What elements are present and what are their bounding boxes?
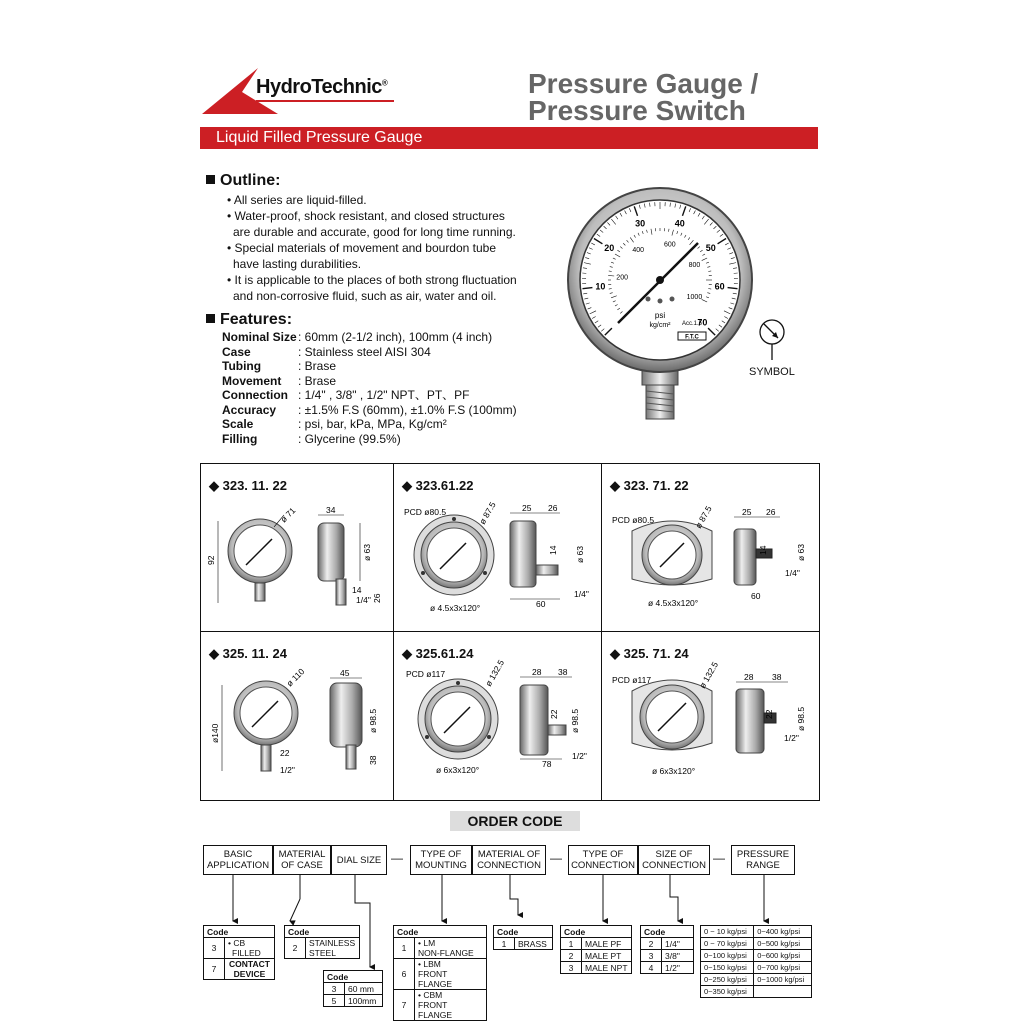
- dim-dial: ø 63: [362, 543, 372, 561]
- table-header: Code: [324, 971, 383, 983]
- table-cell: 0~1000 kg/psi: [754, 974, 812, 986]
- dim-a: 25: [522, 503, 532, 513]
- drawing-323-11-22: [206, 505, 382, 605]
- table-cell: 3: [561, 962, 582, 974]
- table-material-connection: [493, 925, 553, 950]
- drawing-325-71-24: [612, 660, 806, 776]
- dim-flange: ø 132.5: [697, 660, 721, 690]
- table-cell: • CB FILLED: [225, 938, 275, 959]
- table-header: Code: [394, 926, 487, 938]
- order-box-pressure-range: PRESSURE RANGE: [731, 845, 795, 875]
- table-size-connection: [640, 925, 694, 974]
- table-cell: 0~700 kg/psi: [754, 962, 812, 974]
- logo-underline: [256, 100, 396, 104]
- order-dash: —: [391, 851, 403, 865]
- feature-row: Nominal Size: 60mm (2-1/2 inch), 100mm (4 inch): [222, 330, 493, 344]
- gauge-inner-label: 1000: [686, 294, 703, 302]
- order-box-material-case: MATERIAL OF CASE: [273, 845, 331, 875]
- table-header: Code: [204, 926, 275, 938]
- table-cell: 0~250 kg/psi: [701, 974, 754, 986]
- feature-row: Scale : psi, bar, kPa, MPa, Kg/cm²: [222, 417, 447, 431]
- gauge-outer-label: 20: [604, 243, 615, 254]
- table-dial-size: [323, 970, 383, 1007]
- gauge-illustration: [560, 185, 760, 425]
- dim-a: 22: [280, 748, 290, 758]
- dim-width: 45: [340, 668, 350, 678]
- dim-dial: ø 63: [796, 543, 806, 561]
- outline-line: are durable and accurate, good for long time running.: [233, 225, 516, 239]
- model-label: ◆ 325. 71. 24: [610, 646, 689, 661]
- table-cell: • CBM FRONT FLANGE: [415, 990, 487, 1021]
- drawing-325-61-24: [406, 658, 587, 775]
- dim-b: 26: [372, 593, 382, 603]
- dim-dial: ø 98.5: [368, 708, 378, 733]
- table-cell: 2: [561, 950, 582, 962]
- table-header: Code: [494, 926, 553, 938]
- drawing-323-61-22: [404, 500, 589, 613]
- dim-dial: ø 98.5: [796, 706, 806, 731]
- gauge-inner-label: 800: [688, 261, 701, 269]
- gauge-outer-label: 50: [705, 243, 716, 254]
- dim-height: ø140: [210, 723, 220, 743]
- order-box-size-connection: SIZE OF CONNECTION: [638, 845, 710, 875]
- table-cell: BRASS: [515, 938, 553, 950]
- dim-height: 92: [206, 555, 216, 565]
- gauge-inner-label: 600: [663, 241, 676, 249]
- table-pressure-range: [700, 925, 812, 998]
- table-cell: 7: [394, 990, 415, 1021]
- dim-pcd: PCD ø117: [612, 675, 652, 685]
- dim-diameter: ø 110: [284, 666, 307, 689]
- page-title-line1: Pressure Gauge /: [528, 68, 759, 99]
- section-bar: Liquid Filled Pressure Gauge: [200, 127, 818, 149]
- feature-row: Tubing : Brase: [222, 359, 337, 373]
- order-box-material-connection: MATERIAL OF CONNECTION: [472, 845, 546, 875]
- dim-flange: ø 87.5: [693, 504, 714, 530]
- order-box-type-mounting: TYPE OF MOUNTING: [410, 845, 472, 875]
- dim-length: 78: [542, 759, 552, 769]
- table-cell: 3: [641, 950, 662, 962]
- gauge-unit-psi: psi: [654, 311, 666, 320]
- table-cell: CONTACT DEVICE: [225, 959, 275, 980]
- dim-b: 26: [548, 503, 558, 513]
- table-cell: 1: [494, 938, 515, 950]
- brand-name-part1: Hydro: [256, 76, 312, 98]
- dim-holes: ø 6x3x120°: [436, 765, 480, 775]
- table-cell: 3: [204, 938, 225, 959]
- symbol-label: SYMBOL: [749, 366, 795, 378]
- order-box-basic-application: BASIC APPLICATION: [203, 845, 273, 875]
- order-box-dial-size: DIAL SIZE: [331, 845, 387, 875]
- dim-pcd: PCD ø117: [406, 669, 446, 679]
- model-label: ◆ 325. 11. 24: [209, 646, 287, 661]
- dim-thread: 1/4": [356, 595, 371, 605]
- page-title-line2: Pressure Switch: [528, 95, 746, 126]
- outline-line: • Water-proof, shock resistant, and closed structures: [227, 209, 505, 223]
- table-header: Code: [285, 926, 360, 938]
- dim-a: 28: [532, 667, 542, 677]
- dim-flange: ø 132.5: [483, 658, 507, 688]
- table-cell: 2: [641, 938, 662, 950]
- table-basic-application: [203, 925, 275, 980]
- table-cell: [754, 986, 812, 998]
- table-cell: 6: [394, 959, 415, 990]
- dim-flange: ø 87.5: [477, 500, 498, 526]
- table-cell: 0 ~ 70 kg/psi: [701, 938, 754, 950]
- outline-line: • Special materials of movement and bourdon tube: [227, 241, 497, 255]
- outline-heading: Outline:: [206, 172, 280, 190]
- feature-row: Filling : Glycerine (99.5%): [222, 431, 401, 446]
- model-label: ◆ 325.61.24: [402, 646, 474, 661]
- brand-reg-mark: ®: [381, 78, 388, 88]
- table-cell: 3/8": [662, 950, 694, 962]
- dim-diameter: ø 71: [278, 505, 298, 525]
- dimension-drawings: [200, 463, 818, 799]
- dim-c: 22: [764, 709, 774, 719]
- table-cell: STAINLESS STEEL: [306, 938, 360, 959]
- gauge-inner-label: 400: [632, 246, 645, 254]
- gauge-outer-label: 30: [635, 218, 646, 229]
- table-cell: MALE NPT: [582, 962, 632, 974]
- table-cell: 1: [561, 938, 582, 950]
- dim-thread: 1/2": [572, 751, 587, 761]
- brand-logo: [256, 76, 387, 99]
- table-cell: 60 mm: [345, 983, 383, 995]
- dim-c: 14: [758, 545, 768, 555]
- dim-holes: ø 4.5x3x120°: [648, 598, 699, 608]
- gauge-outer-label: 70: [697, 317, 708, 328]
- table-cell: 100mm: [345, 995, 383, 1007]
- drawing-323-71-22: [612, 504, 806, 608]
- dim-length: 60: [751, 591, 761, 601]
- table-cell: 0 ~ 10 kg/psi: [701, 926, 754, 938]
- outline-list: [227, 192, 557, 304]
- table-cell: 0~500 kg/psi: [754, 938, 812, 950]
- table-cell: MALE PT: [582, 950, 632, 962]
- table-cell: 1/4": [662, 938, 694, 950]
- feature-row: Connection : 1/4" , 3/8" , 1/2" NPT、PT、PF: [222, 388, 470, 402]
- pressure-gauge-symbol-icon: [756, 316, 792, 364]
- dim-c: 14: [548, 545, 558, 555]
- dim-b: 26: [766, 507, 776, 517]
- dim-thread: 1/2": [280, 765, 295, 775]
- outline-line: have lasting durabilities.: [233, 257, 362, 271]
- dim-pcd: PCD ø80.5: [612, 515, 655, 525]
- gauge-outer-label: 60: [714, 281, 725, 292]
- dim-c: 22: [549, 709, 559, 719]
- table-cell: 0~350 kg/psi: [701, 986, 754, 998]
- feature-row: Case : Stainless steel AISI 304: [222, 344, 431, 359]
- gauge-accuracy: Acc.1.5: [681, 321, 703, 327]
- dim-dial: ø 98.5: [570, 708, 580, 733]
- table-cell: 0~100 kg/psi: [701, 950, 754, 962]
- dim-thread: 1/2": [784, 733, 799, 743]
- dim-thread: 1/4": [574, 589, 589, 599]
- table-cell: 2: [285, 938, 306, 959]
- dim-a: 28: [744, 672, 754, 682]
- table-cell: MALE PF: [582, 938, 632, 950]
- table-material-case: [284, 925, 360, 959]
- table-header: Code: [641, 926, 694, 938]
- feature-row: Accuracy : ±1.5% F.S (60mm), ±1.0% F.S (100mm): [222, 402, 517, 417]
- dim-b: 38: [368, 755, 378, 765]
- brand-name-part2: Technic: [311, 76, 382, 98]
- outline-line: • All series are liquid-filled.: [227, 193, 367, 207]
- table-cell: 0~400 kg/psi: [754, 926, 812, 938]
- drawing-325-11-24: [210, 666, 378, 775]
- gauge-outer-label: 40: [674, 218, 685, 229]
- dim-b: 38: [558, 667, 568, 677]
- dim-holes: ø 6x3x120°: [652, 766, 696, 776]
- dim-thread: 1/4": [785, 568, 800, 578]
- outline-line: • It is applicable to the places of both strong fluctuation: [227, 273, 517, 287]
- outline-line: and non-corrosive fluid, such as air, water and oil.: [233, 289, 497, 303]
- order-dash: —: [713, 851, 725, 865]
- table-cell: 4: [641, 962, 662, 974]
- table-cell: 1/2": [662, 962, 694, 974]
- table-cell: 5: [324, 995, 345, 1007]
- dim-pcd: PCD ø80.5: [404, 507, 447, 517]
- gauge-unit-kg: kg/cm²: [649, 322, 671, 329]
- dim-a: 14: [352, 585, 362, 595]
- gauge-inner-label: 200: [616, 274, 628, 282]
- model-label: ◆ 323.61.22: [402, 478, 474, 493]
- dim-width: 34: [326, 505, 336, 515]
- gauge-brand: F.T.C: [685, 334, 699, 341]
- dim-a: 25: [742, 507, 752, 517]
- features-heading: Features:: [206, 311, 292, 329]
- dim-length: 60: [536, 599, 546, 609]
- model-label: ◆ 323. 71. 22: [610, 478, 689, 493]
- feature-row: Movement : Brase: [222, 373, 337, 388]
- table-header: Code: [561, 926, 632, 938]
- table-cell: 7: [204, 959, 225, 980]
- table-cell: 3: [324, 983, 345, 995]
- table-cell: 1: [394, 938, 415, 959]
- dim-holes: ø 4.5x3x120°: [430, 603, 481, 613]
- features-list: [222, 330, 552, 446]
- order-dash: —: [550, 851, 562, 865]
- table-cell: 0~600 kg/psi: [754, 950, 812, 962]
- table-cell: • LM NON-FLANGE: [415, 938, 487, 959]
- dim-b: 38: [772, 672, 782, 682]
- table-type-connection: [560, 925, 632, 974]
- table-mounting: [393, 925, 487, 1021]
- table-cell: 0~150 kg/psi: [701, 962, 754, 974]
- gauge-outer-label: 10: [595, 281, 606, 292]
- table-cell: • LBM FRONT FLANGE: [415, 959, 487, 990]
- order-code-title: ORDER CODE: [450, 811, 580, 831]
- dim-dial: ø 63: [575, 545, 585, 563]
- order-box-type-connection: TYPE OF CONNECTION: [568, 845, 638, 875]
- model-label: ◆ 323. 11. 22: [209, 478, 287, 493]
